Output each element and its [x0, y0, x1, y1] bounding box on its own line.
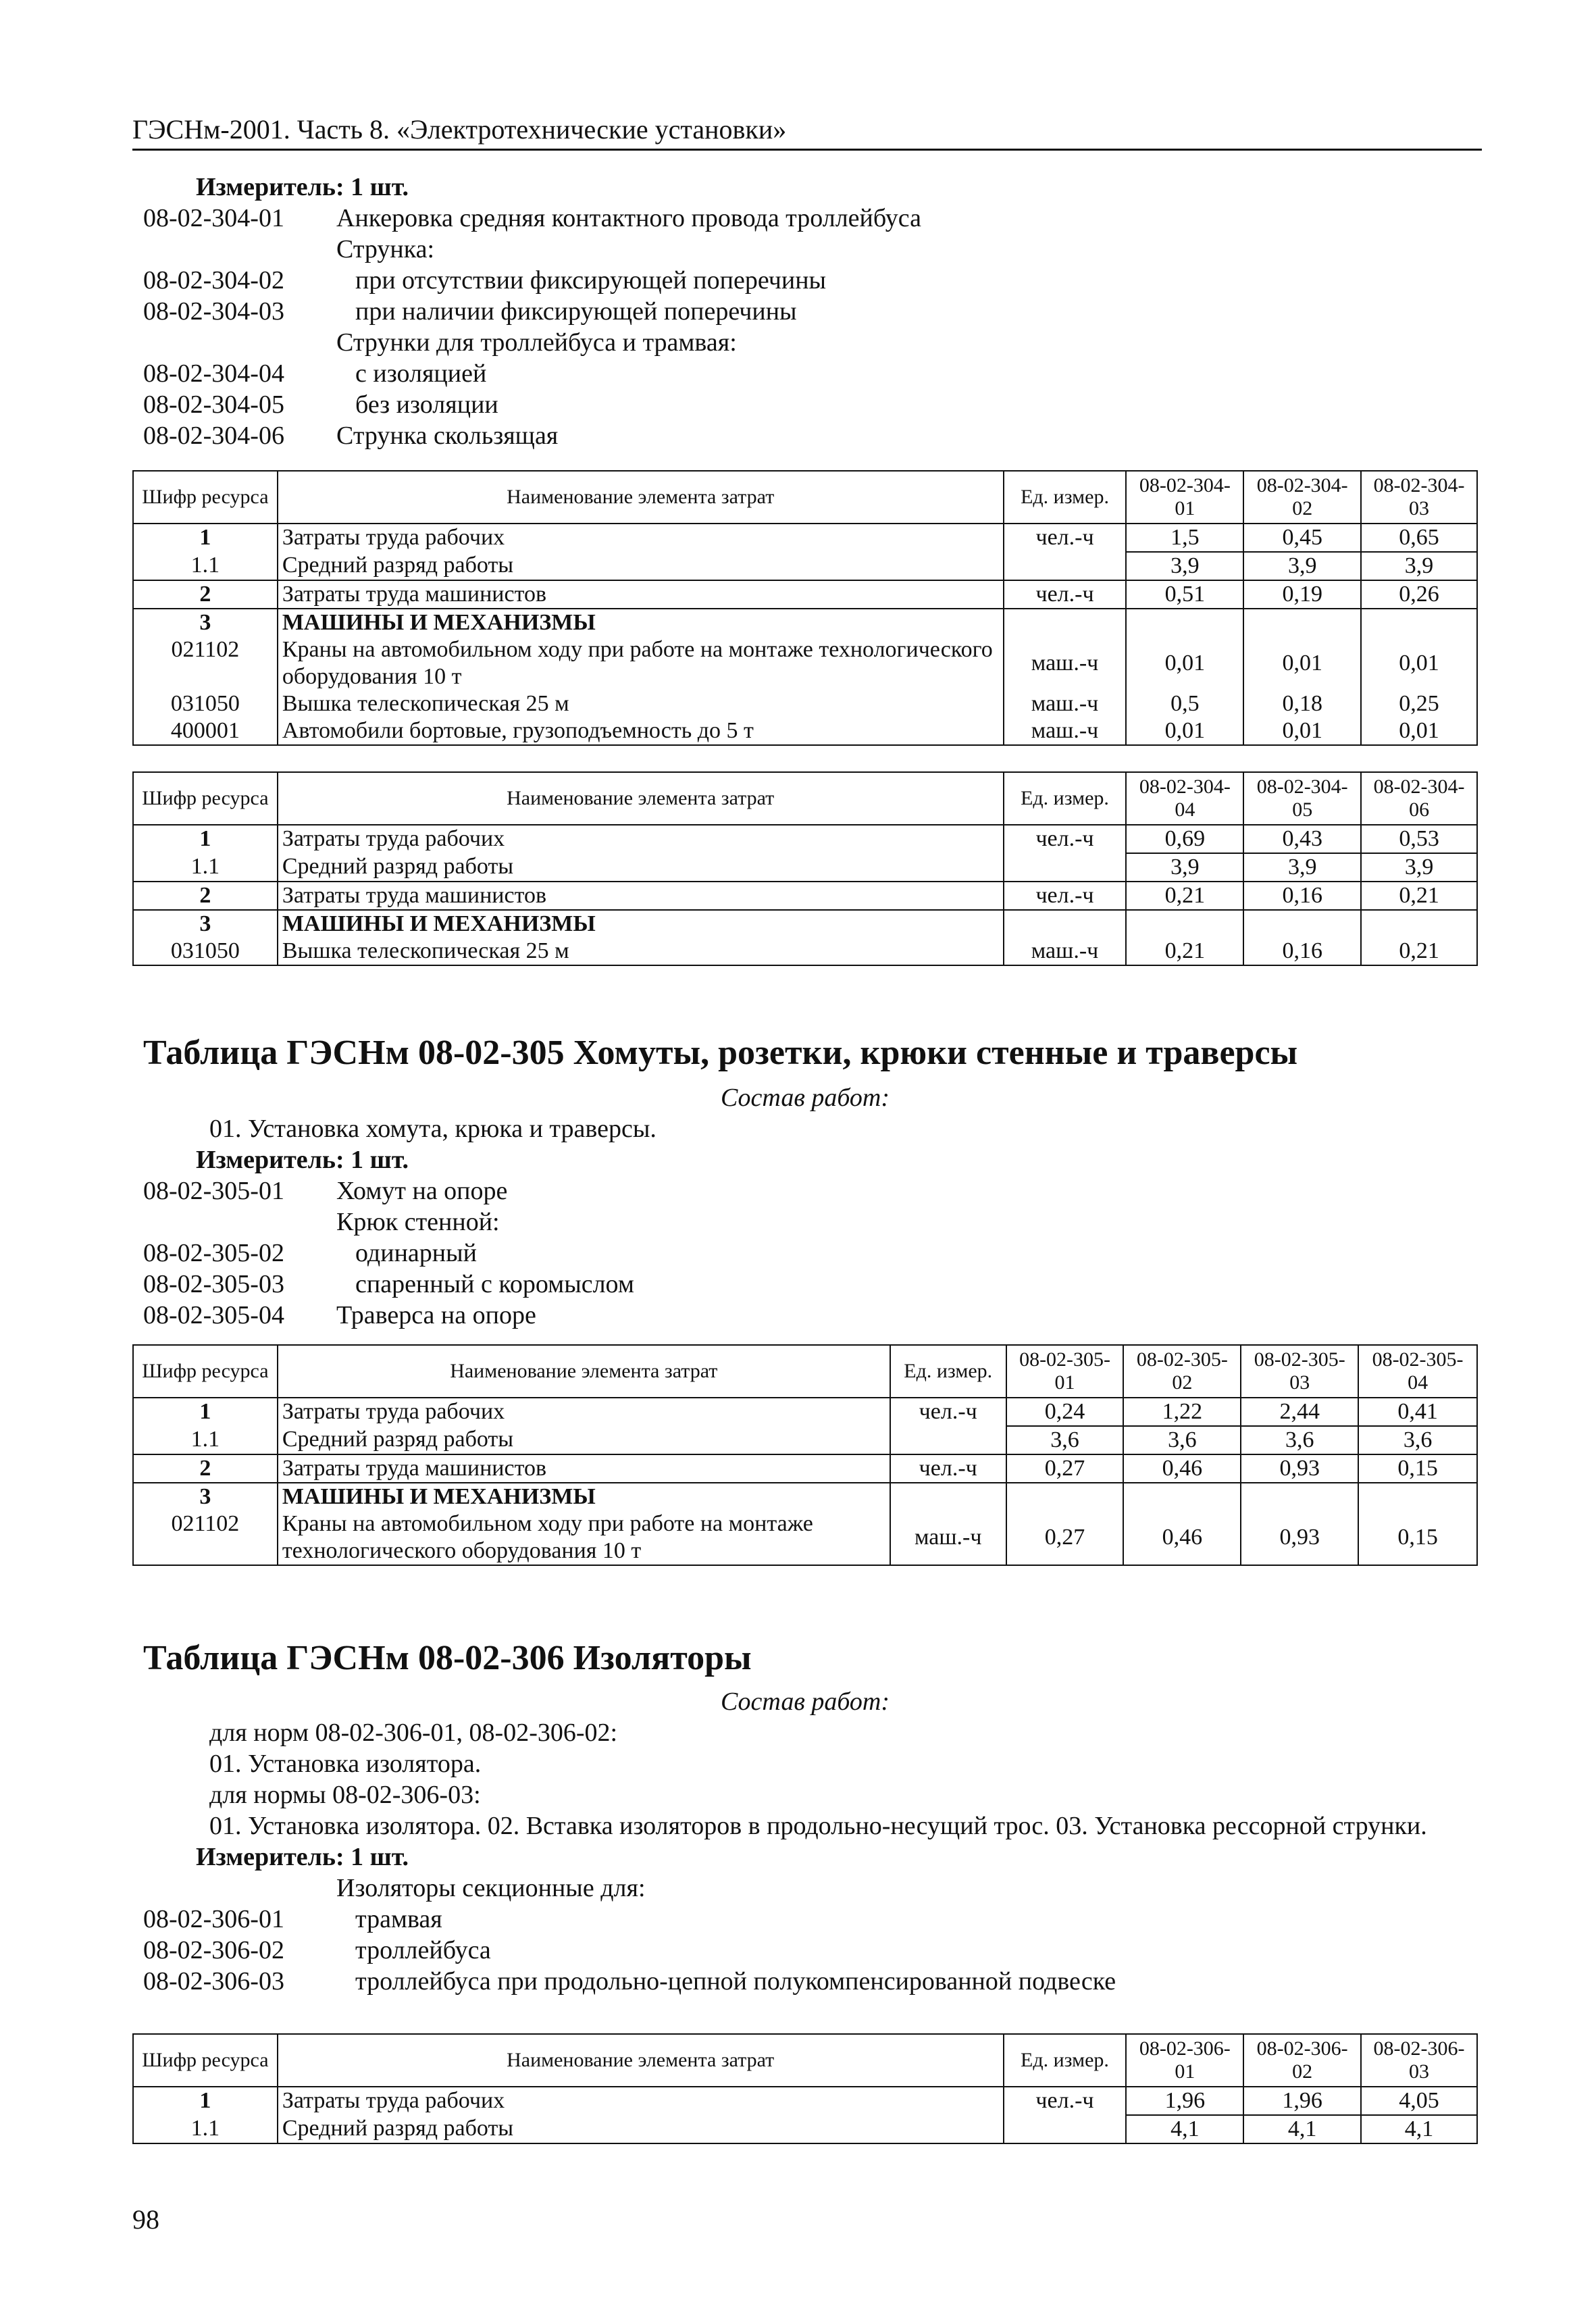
col-header-code: Шифр ресурса: [133, 772, 278, 825]
list-item: 08-02-304-04 с изоляцией: [143, 359, 487, 388]
work-composition-label: Состав работ:: [720, 1084, 890, 1112]
table-row: 2 Затраты труда машинистов чел.-ч 0,27 0,46 0,93 0,15: [133, 1454, 1477, 1483]
work-note: для норм 08-02-306-01, 08-02-306-02:: [209, 1719, 618, 1747]
col-header-norm: 08-02-305-01: [1006, 1345, 1124, 1398]
col-header-norm: 08-02-306-01: [1126, 2034, 1243, 2087]
col-header-name: Наименование элемента затрат: [278, 1345, 890, 1398]
table-305-title: Таблица ГЭСНм 08-02-305 Хомуты, розетки, крюки стенные и траверсы: [143, 1034, 1298, 1072]
list-item: 08-02-304-01 Анкеровка средняя контактного провода троллейбуса: [143, 204, 921, 232]
running-header: ГЭСНм-2001. Часть 8. «Электротехнические установки»: [132, 113, 1482, 151]
work-step: 01. Установка изолятора.: [209, 1750, 482, 1778]
list-item: 08-02-305-01 Хомут на опоре: [143, 1177, 508, 1205]
table-row: 2 Затраты труда машинистов чел.-ч 0,51 0,19 0,26: [133, 580, 1477, 609]
table-row: 1.1 Средний разряд работы 4,1 4,1 4,1: [133, 2115, 1477, 2143]
list-item: 08-02-304-05 без изоляции: [143, 390, 498, 419]
list-item: 08-02-306-03 троллейбуса при продольно-цепной полукомпенсированной подвеске: [143, 1967, 1116, 1996]
table-row: 3 МАШИНЫ И МЕХАНИЗМЫ: [133, 910, 1477, 938]
table-row: 1.1 Средний разряд работы 3,9 3,9 3,9: [133, 853, 1477, 882]
list-item: 08-02-304-02 при отсутствии фиксирующей поперечины: [143, 266, 827, 295]
col-header-norm: 08-02-304-03: [1361, 471, 1477, 524]
col-header-norm: 08-02-306-03: [1361, 2034, 1477, 2087]
table-row: 1 Затраты труда рабочих чел.-ч 0,69 0,43 0,53: [133, 825, 1477, 853]
list-item: Струнка:: [336, 235, 435, 263]
col-header-norm: 08-02-306-02: [1243, 2034, 1361, 2087]
table-row: 031050 Вышка телескопическая 25 м маш.-ч 0,5 0,18 0,25: [133, 690, 1477, 717]
list-item: Изоляторы секционные для:: [336, 1874, 646, 1902]
table-row: 021102 Краны на автомобильном ходу при работе на монтаже технологического оборудования 10 т маш.-ч 0,27 0,46 0,93 0,15: [133, 1510, 1477, 1565]
col-header-name: Наименование элемента затрат: [278, 2034, 1004, 2087]
table-row: 3 МАШИНЫ И МЕХАНИЗМЫ: [133, 1483, 1477, 1510]
page-number: 98: [132, 2204, 159, 2235]
list-item: Крюк стенной:: [336, 1208, 500, 1236]
col-header-name: Наименование элемента затрат: [278, 772, 1004, 825]
table-row: 3 МАШИНЫ И МЕХАНИЗМЫ: [133, 609, 1477, 636]
measure-label: Измеритель: 1 шт.: [196, 173, 409, 201]
table-row: 1 Затраты труда рабочих чел.-ч 1,96 1,96 4,05: [133, 2087, 1477, 2115]
table-row: 1.1 Средний разряд работы 3,6 3,6 3,6 3,6: [133, 1426, 1477, 1454]
section-304-list: [143, 172, 1481, 451]
col-header-norm: 08-02-304-04: [1126, 772, 1243, 825]
col-header-norm: 08-02-304-01: [1126, 471, 1243, 524]
work-step: 01. Установка хомута, крюка и траверсы.: [209, 1115, 657, 1143]
list-item: 08-02-304-03 при наличии фиксирующей поперечины: [143, 297, 797, 326]
table-row: 400001 Автомобили бортовые, грузоподъемность до 5 т маш.-ч 0,01 0,01 0,01: [133, 717, 1477, 745]
measure-label: Измеритель: 1 шт.: [196, 1843, 409, 1871]
table-row: 1.1 Средний разряд работы 3,9 3,9 3,9: [133, 552, 1477, 580]
col-header-norm: 08-02-305-03: [1241, 1345, 1358, 1398]
col-header-norm: 08-02-305-02: [1123, 1345, 1241, 1398]
list-item: 08-02-305-04 Траверса на опоре: [143, 1301, 536, 1329]
work-composition-label: Состав работ:: [720, 1687, 890, 1716]
measure-label: Измеритель: 1 шт.: [196, 1146, 409, 1174]
section-305-list: [143, 1113, 1481, 1331]
col-header-unit: Ед. измер.: [1004, 2034, 1127, 2087]
col-header-code: Шифр ресурса: [133, 471, 278, 524]
col-header-norm: 08-02-304-06: [1361, 772, 1477, 825]
col-header-name: Наименование элемента затрат: [278, 471, 1004, 524]
list-item: 08-02-306-02 троллейбуса: [143, 1936, 491, 1964]
col-header-unit: Ед. измер.: [1004, 772, 1127, 825]
col-header-code: Шифр ресурса: [133, 2034, 278, 2087]
table-row: 1 Затраты труда рабочих чел.-ч 1,5 0,45 0,65: [133, 524, 1477, 552]
table-306-title: Таблица ГЭСНм 08-02-306 Изоляторы: [143, 1639, 752, 1677]
list-item: 08-02-306-01 трамвая: [143, 1905, 442, 1933]
list-item: 08-02-305-02 одинарный: [143, 1239, 477, 1267]
col-header-norm: 08-02-304-02: [1243, 471, 1361, 524]
table-row: 031050 Вышка телескопическая 25 м маш.-ч 0,21 0,16 0,21: [133, 938, 1477, 965]
resource-table-305: [132, 1344, 1478, 1566]
table-row: 1 Затраты труда рабочих чел.-ч 0,24 1,22 2,44 0,41: [133, 1398, 1477, 1426]
list-item: 08-02-305-03 спаренный с коромыслом: [143, 1270, 634, 1298]
col-header-unit: Ед. измер.: [1004, 471, 1127, 524]
col-header-norm: 08-02-304-05: [1243, 772, 1361, 825]
resource-table-304-a: [132, 470, 1478, 746]
table-row: 021102 Краны на автомобильном ходу при работе на монтаже технологического оборудования 10 т маш.-ч 0,01 0,01 0,01: [133, 636, 1477, 690]
work-note: для нормы 08-02-306-03:: [209, 1781, 481, 1809]
resource-table-306: [132, 2033, 1478, 2144]
resource-table-304-b: [132, 771, 1478, 966]
list-item: Струнки для троллейбуса и трамвая:: [336, 328, 737, 357]
section-306-list: [143, 1717, 1471, 1997]
col-header-norm: 08-02-305-04: [1358, 1345, 1477, 1398]
col-header-code: Шифр ресурса: [133, 1345, 278, 1398]
work-step: 01. Установка изолятора. 02. Вставка изоляторов в продольно-несущий трос. 03. Установка рессорной струнки.: [209, 1812, 1427, 1840]
list-item: 08-02-304-06 Струнка скользящая: [143, 422, 559, 450]
table-row: 2 Затраты труда машинистов чел.-ч 0,21 0,16 0,21: [133, 882, 1477, 910]
col-header-unit: Ед. измер.: [890, 1345, 1006, 1398]
